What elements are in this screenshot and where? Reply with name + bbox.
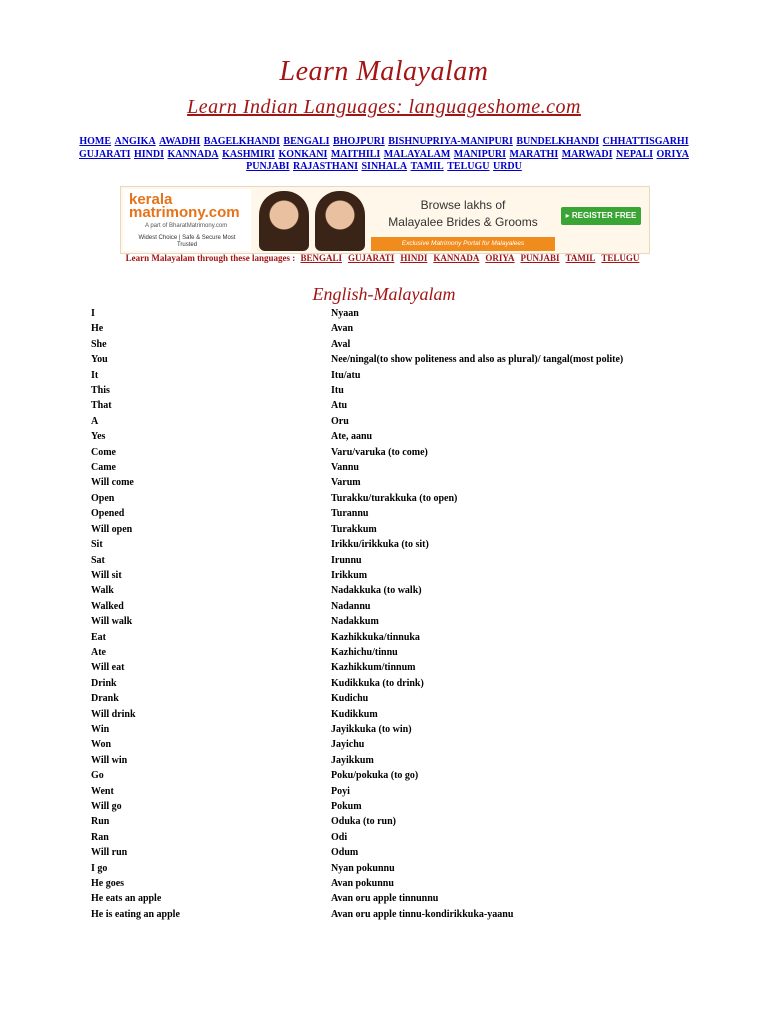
ad-logo (123, 189, 251, 251)
nav-link-marathi[interactable]: MARATHI (509, 148, 559, 160)
malayalam-word: Varum (331, 477, 361, 489)
nav-link-bagelkhandi[interactable]: BAGELKHANDI (203, 136, 280, 147)
vocab-row (91, 691, 731, 706)
vocab-row (91, 876, 731, 891)
malayalam-word: Jayikkuka (to win) (331, 723, 412, 735)
nav-link-telugu[interactable]: TELUGU (447, 161, 490, 172)
vocab-row (91, 660, 731, 675)
nav-link-kannada[interactable]: KANNADA (167, 148, 219, 160)
english-word: Will come (91, 477, 134, 489)
english-word: She (91, 338, 107, 350)
malayalam-word: Nadakkuka (to walk) (331, 585, 422, 597)
ad-headline (373, 197, 553, 231)
english-word: Ran (91, 831, 109, 843)
learn-through-link-punjabi[interactable]: PUNJABI (520, 253, 560, 263)
english-word: This (91, 385, 110, 397)
vocab-row (91, 460, 731, 475)
vocab-row (91, 830, 731, 845)
learn-through-link-bengali[interactable]: BENGALI (300, 253, 342, 263)
english-word: Come (91, 446, 116, 458)
english-word: It (91, 369, 99, 381)
vocab-row (91, 568, 731, 583)
register-free-button[interactable] (561, 207, 641, 225)
english-word: He goes (91, 878, 125, 890)
vocab-row (91, 845, 731, 860)
english-word: Will open (91, 523, 133, 535)
malayalam-word: Oru (331, 415, 349, 427)
vocab-row (91, 907, 731, 922)
nav-link-malayalam[interactable]: MALAYALAM (383, 148, 451, 160)
english-word: Walked (91, 600, 124, 612)
english-word: You (91, 354, 108, 366)
english-word: Run (91, 816, 110, 828)
nav-link-bundelkhandi[interactable]: BUNDELKHANDI (516, 136, 600, 147)
learn-through-link-kannada[interactable]: KANNADA (433, 253, 480, 263)
english-word: Walk (91, 585, 114, 597)
vocab-row (91, 537, 731, 552)
english-word: A (91, 415, 99, 427)
vocab-row (91, 306, 731, 321)
vocab-row (91, 768, 731, 783)
nav-link-marwadi[interactable]: MARWADI (561, 148, 613, 160)
malayalam-word: Turakku/turakkuka (to open) (331, 492, 458, 504)
english-word: Opened (91, 508, 125, 520)
vocab-row (91, 475, 731, 490)
nav-link-konkani[interactable]: KONKANI (278, 148, 328, 160)
nav-link-gujarati[interactable]: GUJARATI (79, 148, 131, 160)
english-word: Eat (91, 631, 106, 643)
malayalam-word: Nyan pokunnu (331, 862, 395, 874)
malayalam-word: Kudikkum (331, 708, 378, 720)
english-word: Went (91, 785, 114, 797)
learn-through-link-telugu[interactable]: TELUGU (601, 253, 640, 263)
learn-through-label: Learn Malayalam through these languages : (125, 253, 296, 263)
malayalam-word: Avan oru apple tinnu-kondirikkuka-yaanu (331, 908, 514, 920)
english-word: Will eat (91, 662, 125, 674)
vocab-row (91, 383, 731, 398)
malayalam-word: Nadakkum (331, 616, 379, 628)
nav-link-angika[interactable]: ANGIKA (114, 136, 156, 147)
malayalam-word: Pokum (331, 801, 362, 812)
nav-link-maithili[interactable]: MAITHILI (330, 148, 381, 160)
ad-logo-sub: A part of BharatMatrimony.com (145, 223, 228, 229)
nav-link-kashmiri[interactable]: KASHMIRI (222, 148, 275, 160)
english-word: Go (91, 770, 104, 782)
malayalam-word: Irikku/irikkuka (to sit) (331, 539, 429, 551)
english-word: Won (91, 739, 112, 751)
vocab-row (91, 506, 731, 521)
learn-through-link-tamil[interactable]: TAMIL (565, 253, 596, 263)
malayalam-word: Kazhikkuka/tinnuka (331, 631, 420, 643)
learn-through-links (297, 253, 642, 263)
malayalam-word: Poyi (331, 785, 350, 797)
english-word: Drink (91, 677, 117, 689)
nav-link-rajasthani[interactable]: RAJASTHANI (292, 161, 358, 172)
site-link[interactable]: Learn Indian Languages: languageshome.com (187, 96, 581, 118)
vocab-row (91, 429, 731, 444)
malayalam-word: Jayichu (331, 739, 365, 751)
english-word: I (91, 308, 95, 319)
malayalam-word: Kazhichu/tinnu (331, 646, 398, 658)
english-word: Will win (91, 754, 128, 766)
malayalam-word: Varu/varuka (to come) (331, 446, 428, 458)
nav-link-manipuri[interactable]: MANIPURI (453, 148, 507, 160)
vocab-row (91, 414, 731, 429)
malayalam-word: Nadannu (331, 600, 371, 612)
malayalam-word: Kudikkuka (to drink) (331, 677, 424, 689)
nav-link-home[interactable]: HOME (79, 136, 112, 147)
english-word: Sit (91, 539, 103, 551)
malayalam-word: Turakkum (331, 523, 377, 535)
malayalam-word: Avan oru apple tinnunnu (331, 893, 439, 905)
vocab-row (91, 707, 731, 722)
vocab-row (91, 676, 731, 691)
ad-photo-bride-2 (315, 191, 365, 251)
vocab-row (91, 861, 731, 876)
vocab-row (91, 398, 731, 413)
malayalam-word: Irunnu (331, 554, 362, 566)
nav-link-chhattisgarhi[interactable]: CHHATTISGARHI (602, 136, 689, 147)
malayalam-word: Kazhikkum/tinnum (331, 662, 416, 674)
english-word: Will run (91, 847, 128, 859)
nav-link-oriya[interactable]: ORIYA (656, 148, 689, 160)
learn-through-link-oriya[interactable]: ORIYA (485, 253, 515, 263)
english-word: He (91, 323, 104, 335)
nav-link-punjabi[interactable]: PUNJABI (246, 161, 290, 172)
nav-link-awadhi[interactable]: AWADHI (159, 136, 201, 147)
play-arrow-icon: ▸ (565, 211, 570, 220)
vocab-row (91, 352, 731, 367)
vocab-row (91, 722, 731, 737)
vocab-row (91, 599, 731, 614)
section-title: English-Malayalam (312, 284, 456, 304)
ad-logo-text (129, 191, 240, 221)
ad-photo-bride-1 (259, 191, 309, 251)
vocab-row (91, 445, 731, 460)
english-word: Will drink (91, 708, 136, 720)
malayalam-word: Ate, aanu (331, 431, 373, 443)
learn-through-bar (0, 253, 768, 263)
nav-link-bishnupriya-manipuri[interactable]: BISHNUPRIYA-MANIPURI (388, 136, 513, 147)
malayalam-word: Itu/atu (331, 369, 361, 381)
malayalam-word: Atu (331, 400, 348, 412)
vocab-row (91, 321, 731, 336)
malayalam-word: Odum (331, 847, 359, 859)
ad-footer: Exclusive Matrimony Portal for Malayalees (371, 237, 555, 251)
vocab-row (91, 814, 731, 829)
learn-through-link-hindi[interactable]: HINDI (400, 253, 428, 263)
vocab-row (91, 553, 731, 568)
nav-link-tamil[interactable]: TAMIL (410, 161, 444, 172)
vocab-row (91, 491, 731, 506)
english-word: Will walk (91, 616, 133, 628)
register-free-label: REGISTER FREE (571, 211, 637, 220)
malayalam-word: Aval (331, 338, 351, 350)
english-word: He eats an apple (91, 893, 162, 905)
malayalam-word: Itu (331, 385, 344, 397)
ad-logo-word1: kerala (129, 191, 173, 208)
vocab-row (91, 368, 731, 383)
vocab-row (91, 753, 731, 768)
nav-link-sinhala[interactable]: SINHALA (361, 161, 408, 172)
english-word: That (91, 400, 112, 412)
malayalam-word: Nee/ningal(to show politeness and also as plural)/ tangal(most polite) (331, 354, 624, 366)
nav-link-bhojpuri[interactable]: BHOJPURI (333, 136, 385, 147)
malayalam-word: Turannu (331, 508, 369, 520)
nav-link-urdu[interactable]: URDU (492, 161, 522, 172)
malayalam-word: Vannu (331, 462, 359, 474)
ad-headline-line1: Browse lakhs of (420, 198, 506, 212)
vocab-table (91, 306, 731, 922)
ad-logo-tagline: Widest Choice | Safe & Secure Most Trusted (138, 235, 236, 248)
english-word: Came (91, 462, 116, 474)
english-word: Sat (91, 554, 105, 566)
vocab-row (91, 891, 731, 906)
vocab-row (91, 614, 731, 629)
nav-link-hindi[interactable]: HINDI (134, 148, 165, 160)
ad-logo-word2: matrimony.com (129, 204, 240, 221)
vocab-row (91, 337, 731, 352)
malayalam-word: Odi (331, 831, 348, 843)
english-word: He is eating an apple (91, 908, 180, 920)
vocab-row (91, 630, 731, 645)
english-word: I go (91, 862, 108, 874)
malayalam-word: Jayikkum (331, 754, 374, 766)
language-nav (56, 136, 712, 174)
vocab-row (91, 645, 731, 660)
vocab-row (91, 799, 731, 814)
english-word: Will sit (91, 569, 122, 581)
english-word: Win (91, 723, 110, 735)
malayalam-word: Avan (331, 323, 354, 335)
vocab-row (91, 737, 731, 752)
page-title: Learn Malayalam (279, 56, 489, 87)
english-word: Ate (91, 646, 106, 658)
malayalam-word: Avan pokunnu (331, 878, 394, 890)
learn-through-link-gujarati[interactable]: GUJARATI (347, 253, 395, 263)
malayalam-word: Kudichu (331, 693, 369, 705)
english-word: Will go (91, 801, 122, 812)
nav-link-bengali[interactable]: BENGALI (283, 136, 330, 147)
english-word: Drank (91, 693, 119, 705)
english-word: Open (91, 492, 115, 504)
nav-link-nepali[interactable]: NEPALI (615, 148, 654, 160)
malayalam-word: Poku/pokuka (to go) (331, 770, 419, 782)
malayalam-word: Nyaan (331, 308, 359, 319)
vocab-row (91, 583, 731, 598)
matrimony-ad-banner[interactable] (120, 186, 650, 254)
ad-headline-line2: Malayalee Brides & Grooms (388, 215, 538, 229)
english-word: Yes (91, 431, 106, 443)
vocab-row (91, 784, 731, 799)
malayalam-word: Irikkum (331, 569, 368, 581)
vocab-row (91, 522, 731, 537)
malayalam-word: Oduka (to run) (331, 816, 397, 828)
